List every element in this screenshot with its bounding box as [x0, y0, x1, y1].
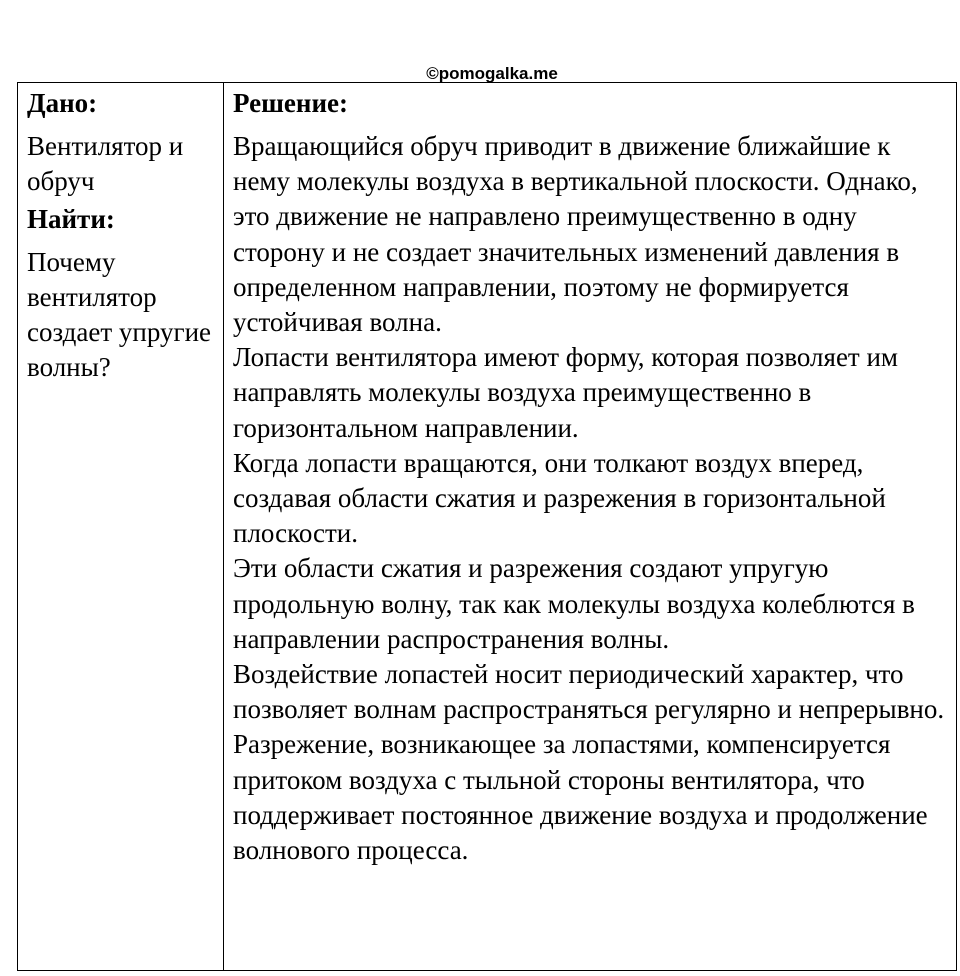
solution-heading: Решение:	[233, 88, 348, 118]
spacer	[27, 235, 217, 245]
spacer	[233, 119, 952, 129]
spacer	[27, 119, 217, 129]
solution-paragraph: Лопасти вентилятора имеют форму, которая позволяет им направлять молекулы воздуха преимущественно в горизонтальном направлении.	[233, 342, 899, 443]
solution-paragraph: Эти области сжатия и разрежения создают упругую продольную волну, так как молекулы воздуха колеблются в направлении распространения волны.	[233, 553, 915, 654]
solution-paragraph: Воздействие лопастей носит периодический характер, что позволяет волнам распространяться регулярно и непрерывно.	[233, 659, 945, 725]
given-column	[18, 83, 224, 970]
solution-paragraph: Вращающийся обруч приводит в движение ближайшие к нему молекулы воздуха в вертикальной плоскости. Однако, это движение не направлено преимущественно в одну сторону и не создает значительных изменений давления в определенном направлении, поэтому не формируется устойчивая волна.	[233, 131, 918, 338]
solution-column	[224, 83, 956, 970]
solution-table	[17, 82, 957, 971]
solution-paragraph: Когда лопасти вращаются, они толкают воздух вперед, создавая области сжатия и разрежения в горизонтальной плоскости.	[233, 447, 886, 549]
watermark-text: ©pomogalka.me	[426, 64, 558, 83]
solution-paragraph: Разрежение, возникающее за лопастями, компенсируется притоком воздуха с тыльной стороны вентилятора, что поддерживает постоянное движение воздуха и продолжение волнового процесса.	[233, 729, 928, 866]
given-heading: Дано:	[27, 88, 98, 118]
find-heading: Найти:	[27, 204, 115, 234]
find-text: Почему вентилятор создает упругие волны?	[27, 247, 212, 382]
given-text: Вентилятор и обруч	[27, 131, 184, 196]
